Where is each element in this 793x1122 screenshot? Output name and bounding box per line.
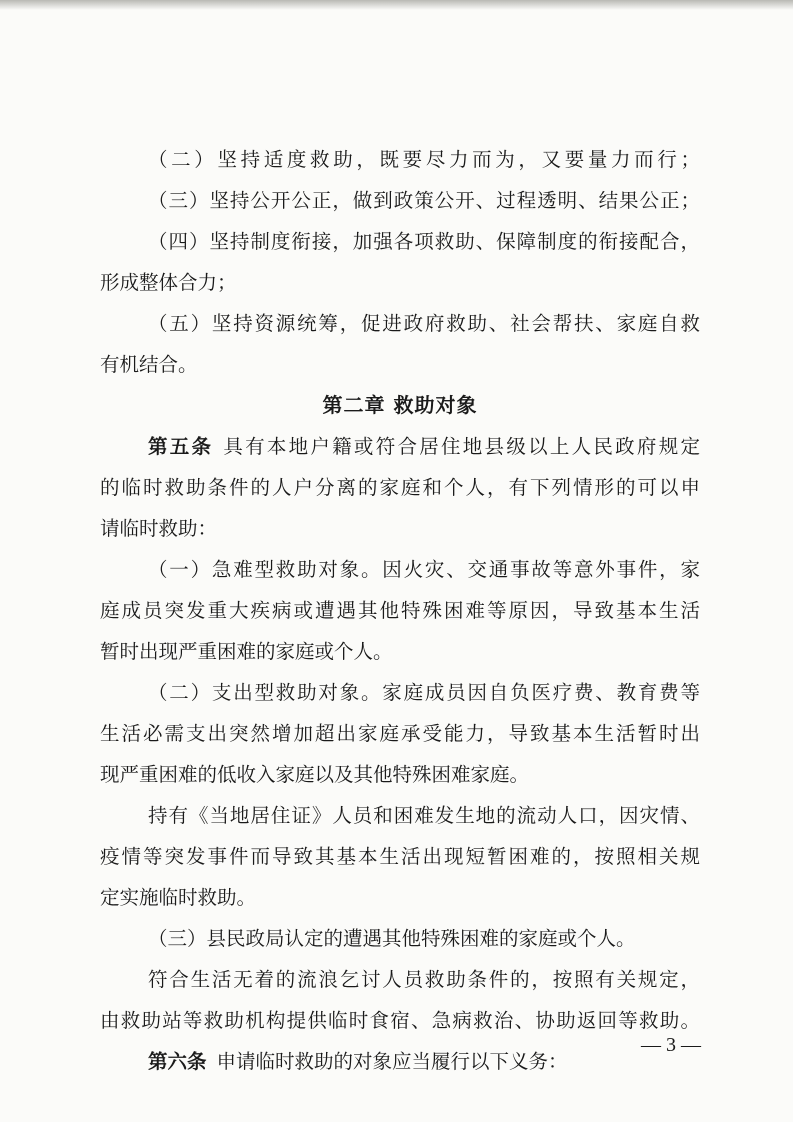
article-5-label: 第五条 xyxy=(148,435,214,458)
document-body xyxy=(100,139,700,1082)
vagrant-aid-line-2: 由救助站等救助机构提供临时食宿、急病救治、协助返回等救助。 xyxy=(100,1009,700,1032)
article-5-line-1 xyxy=(100,426,700,467)
article-5-item-1-line-2: 庭成员突发重大疾病或遭遇其他特殊困难等原因，导致基本生活 xyxy=(100,599,700,622)
article-5-line-2: 的临时救助条件的人户分离的家庭和个人，有下列情形的可以申 xyxy=(100,476,700,499)
residence-permit-line-1: 持有《当地居住证》人员和困难发生地的流动人口，因灾情、 xyxy=(148,804,700,827)
article-5-item-2-line-3: 现严重困难的低收入家庭以及其他特殊困难家庭。 xyxy=(100,763,530,786)
article-6-label: 第六条 xyxy=(148,1050,207,1073)
article-5-item-1-line-1: （一）急难型救助对象。因火灾、交通事故等意外事件，家 xyxy=(148,558,700,581)
residence-permit-line-3: 定实施临时救助。 xyxy=(100,886,257,909)
article-5-item-2-line-2: 生活必需支出突然增加超出家庭承受能力，导致基本生活暂时出 xyxy=(100,722,700,745)
principle-3: （三）坚持公开公正，做到政策公开、过程透明、结果公正； xyxy=(148,189,700,212)
vagrant-aid-line-1: 符合生活无着的流浪乞讨人员救助条件的，按照有关规定， xyxy=(148,968,700,991)
article-6-line-1 xyxy=(100,1041,700,1082)
principle-4-line-2: 形成整体合力； xyxy=(100,271,237,294)
chapter-heading-row xyxy=(100,385,700,426)
article-5-line-3: 请临时救助： xyxy=(100,517,218,540)
article-5-item-2-line-1: （二）支出型救助对象。家庭成员因自负医疗费、教育费等 xyxy=(148,681,700,704)
article-5-text-1: 具有本地户籍或符合居住地县级以上人民政府规定 xyxy=(223,435,700,458)
page-number: — 3 — xyxy=(641,1034,701,1056)
principle-2: （二）坚持适度救助，既要尽力而为，又要量力而行； xyxy=(148,148,700,171)
principle-4-line-1: （四）坚持制度衔接，加强各项救助、保障制度的衔接配合， xyxy=(148,230,700,253)
article-6-text: 申请临时救助的对象应当履行以下义务： xyxy=(216,1050,568,1073)
article-5-item-3: （三）县民政局认定的遭遇其他特殊困难的家庭或个人。 xyxy=(148,927,636,950)
scan-top-edge xyxy=(0,0,793,10)
chapter-title: 第二章 救助对象 xyxy=(322,393,478,417)
article-5-item-1-line-3: 暂时出现严重困难的家庭或个人。 xyxy=(100,640,393,663)
principle-5-line-2: 有机结合。 xyxy=(100,353,198,376)
residence-permit-line-2: 疫情等突发事件而导致其基本生活出现短暂困难的，按照相关规 xyxy=(100,845,700,868)
principle-5-line-1: （五）坚持资源统筹，促进政府救助、社会帮扶、家庭自救 xyxy=(148,312,700,335)
